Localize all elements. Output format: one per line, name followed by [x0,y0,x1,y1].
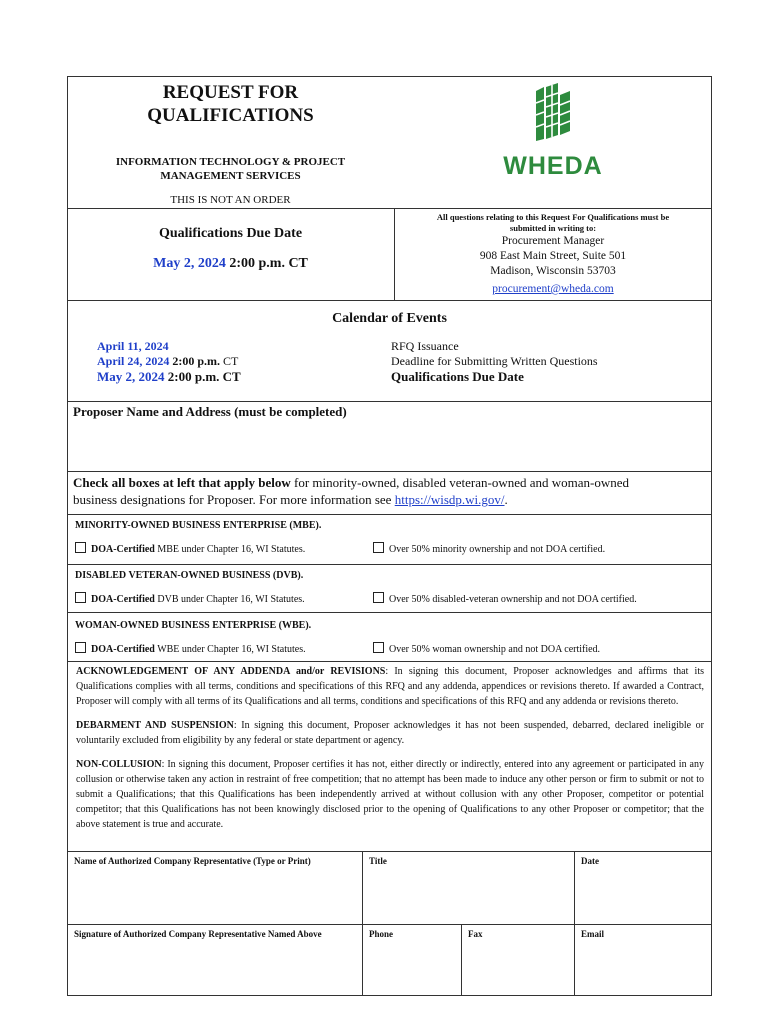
header-section [68,77,711,208]
legal-section [68,662,711,852]
event-date-3: May 2, 2024 2:00 p.m. CT [97,369,241,384]
designation-intro-line2: business designations for Proposer. For more information see [73,492,395,507]
contact-city: Madison, Wisconsin 53703 [490,265,616,277]
wheda-logo-text: WHEDA [503,152,603,180]
wbe-heading: WOMAN-OWNED BUSINESS ENTERPRISE (WBE). [75,620,312,631]
mbe-over50-text: Over 50% minority ownership and not DOA certified. [389,544,606,555]
title-field[interactable] [363,852,574,924]
due-date-label: Qualifications Due Date [158,226,303,241]
wbe-section: WOMAN-OWNED BUSINESS ENTERPRISE (WBE). DOA-Certified WBE under Chapter 16, WI Statutes. Over 50% woman ownership and not DOA certified. [68,613,711,662]
signature-label: Signature of Authorized Company Representative Named Above [74,929,322,939]
wbe-over50-checkbox[interactable] [373,642,384,653]
debarment-paragraph: DEBARMENT AND SUSPENSION: In signing this document, Proposer acknowledges it has not been suspended, debarred, declared ineligible or voluntarily excluded from eligibility by any federal or state department or agency. [76,720,704,746]
wbe-over50-text: Over 50% woman ownership and not DOA certified. [389,644,601,655]
doc-title-line1: REQUEST FOR [162,82,299,103]
acknowledgement-paragraph: ACKNOWLEDGEMENT OF ANY ADDENDA and/or REVISIONS: In signing this document, Proposer acknowledges and affirms that its Qualifications complies with all terms, conditions and specifications of this RFQ and any addenda, appendices or revisions thereto. If awarded a Contract, Proposer will comply with all terms of its Qualifications and all terms, conditions and specifications of this RFQ and any addenda or revisions thereto. [76,666,705,707]
rfq-form [67,76,712,996]
wheda-logo-icon [498,83,608,145]
wbe-doa-checkbox[interactable] [75,642,86,653]
due-date: May 2, 2024 [153,256,226,271]
fax-field[interactable] [462,925,574,996]
mbe-doa-checkbox[interactable] [75,542,86,553]
fax-label: Fax [468,929,483,939]
email-label: Email [581,929,605,939]
not-an-order: THIS IS NOT AN ORDER [170,194,291,206]
mbe-doa-text: MBE under Chapter 16, WI Statutes. [154,544,306,555]
rep-name-label: Name of Authorized Company Representative (Type or Print) [74,856,311,866]
phone-label: Phone [369,929,394,939]
wisdp-link[interactable]: https://wisdp.wi.gov/ [394,492,505,507]
event-desc-1: RFQ Issuance [391,339,459,353]
designations-intro: Check all boxes at left that apply below for minority-owned, disabled veteran-owned and woman-owned business designations for Proposer. For more information see https://wisdp.wi.gov/. [68,472,711,515]
calendar-title: Calendar of Events [332,311,447,326]
event-date-1: April 11, 2024 [97,339,169,353]
contact-street: 908 East Main Street, Suite 501 [479,250,627,262]
title-label: Title [369,856,387,866]
event-date-2: April 24, 2024 2:00 p.m. CT [97,354,239,368]
wbe-doa-text: WBE under Chapter 16, WI Statutes. [154,644,306,655]
subtitle-line2: MANAGEMENT SERVICES [160,170,301,182]
dvb-over50-checkbox[interactable] [373,592,384,603]
signature-row-1 [68,852,711,925]
dvb-heading: DISABLED VETERAN-OWNED BUSINESS (DVB). [75,570,304,581]
doc-title-line2: QUALIFICATIONS [147,105,314,126]
phone-field[interactable] [363,925,461,996]
date-label: Date [581,856,599,866]
mbe-heading: MINORITY-OWNED BUSINESS ENTERPRISE (MBE). [75,520,322,531]
contact-email-link[interactable]: procurement@wheda.com [492,283,614,295]
signature-row-2 [68,925,711,996]
signature-field[interactable] [68,925,362,996]
wheda-logo [498,83,608,180]
noncollusion-paragraph: NON-COLLUSION: In signing this document, Proposer certifies it has not, either directly or indirectly, entered into any agreement or participated in any collusion or otherwise taken any action in restraint of free competition; that no attempt has been made to induce any other person or firm to submit or not to submit a Qualifications; that this Qualifications has been independently arrived at without collusion with any other Proposer, competitor or potential competitor; that this Qualifications has not been knowingly disclosed prior to the opening of Qualifications to any other Proposer or competitor; that the above statement is true and accurate. [76,759,704,830]
designation-intro-bold: Check all boxes at left that apply below [73,475,291,490]
event-desc-2: Deadline for Submitting Written Questions [391,354,598,368]
due-time: 2:00 p.m. CT [229,256,308,271]
proposer-section[interactable] [68,402,711,472]
mbe-over50-checkbox[interactable] [373,542,384,553]
date-field[interactable] [575,852,711,924]
proposer-label: Proposer Name and Address (must be completed) [73,404,347,419]
designation-intro-rest: for minority-owned, disabled veteran-owned and woman-owned [290,475,630,490]
rep-name-field[interactable] [68,852,362,924]
dvb-section: DISABLED VETERAN-OWNED BUSINESS (DVB). DOA-Certified DVB under Chapter 16, WI Statutes. Over 50% disabled-veteran ownership and not DOA certified. [68,565,711,613]
dvb-doa-checkbox[interactable] [75,592,86,603]
dvb-doa-text: DVB under Chapter 16, WI Statutes. [154,594,305,605]
contact-name: Procurement Manager [501,235,605,247]
due-contact-section [68,208,711,301]
event-desc-3: Qualifications Due Date [391,369,524,384]
calendar-section [68,301,711,402]
dvb-over50-text: Over 50% disabled-veteran ownership and not DOA certified. [389,594,637,605]
subtitle-line1: INFORMATION TECHNOLOGY & PROJECT [115,156,346,168]
email-field[interactable] [575,925,711,996]
mbe-section: MINORITY-OWNED BUSINESS ENTERPRISE (MBE). DOA-Certified MBE under Chapter 16, WI Statutes. Over 50% minority ownership and not DOA certified. [68,515,711,565]
contact-note-line1: All questions relating to this Request For Qualifications must be [436,212,670,222]
contact-note-line2: submitted in writing to: [509,223,597,233]
